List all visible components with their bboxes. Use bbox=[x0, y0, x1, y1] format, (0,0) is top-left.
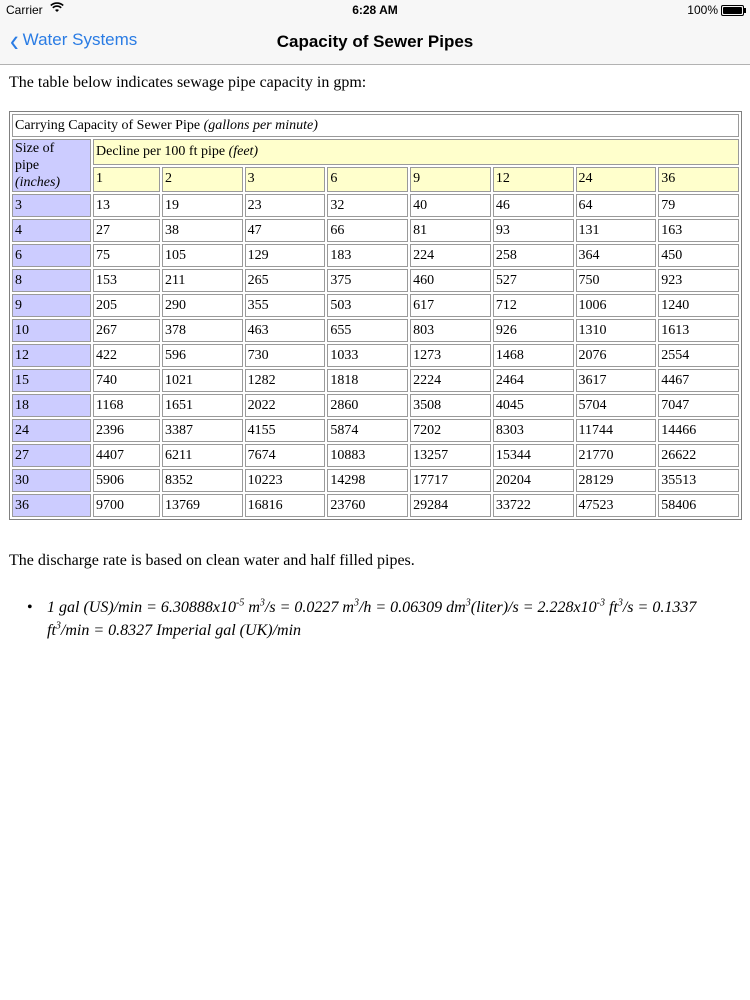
capacity-cell: 265 bbox=[245, 269, 326, 292]
capacity-cell: 17717 bbox=[410, 469, 491, 492]
capacity-cell: 75 bbox=[93, 244, 160, 267]
capacity-cell: 81 bbox=[410, 219, 491, 242]
capacity-cell: 3387 bbox=[162, 419, 243, 442]
capacity-cell: 153 bbox=[93, 269, 160, 292]
capacity-cell: 10223 bbox=[245, 469, 326, 492]
table-row bbox=[12, 219, 739, 242]
capacity-cell: 5704 bbox=[576, 394, 657, 417]
pipe-size-cell: 10 bbox=[12, 319, 91, 342]
capacity-cell: 10883 bbox=[327, 444, 408, 467]
decline-header-cell: 3 bbox=[245, 167, 326, 193]
capacity-cell: 378 bbox=[162, 319, 243, 342]
capacity-cell: 1468 bbox=[493, 344, 574, 367]
table-row bbox=[12, 369, 739, 392]
capacity-cell: 23760 bbox=[327, 494, 408, 517]
capacity-cell: 730 bbox=[245, 344, 326, 367]
capacity-cell: 14466 bbox=[658, 419, 739, 442]
capacity-cell: 460 bbox=[410, 269, 491, 292]
capacity-cell: 375 bbox=[327, 269, 408, 292]
table-caption: Carrying Capacity of Sewer Pipe (gallons per minute) bbox=[12, 114, 739, 137]
capacity-cell: 1282 bbox=[245, 369, 326, 392]
clock: 6:28 AM bbox=[352, 3, 398, 17]
page-title: Capacity of Sewer Pipes bbox=[276, 32, 474, 51]
capacity-cell: 712 bbox=[493, 294, 574, 317]
capacity-cell: 450 bbox=[658, 244, 739, 267]
capacity-cell: 750 bbox=[576, 269, 657, 292]
capacity-cell: 617 bbox=[410, 294, 491, 317]
pipe-size-cell: 12 bbox=[12, 344, 91, 367]
capacity-cell: 33722 bbox=[493, 494, 574, 517]
capacity-cell: 1240 bbox=[658, 294, 739, 317]
capacity-cell: 3617 bbox=[576, 369, 657, 392]
capacity-table bbox=[9, 111, 742, 520]
capacity-cell: 355 bbox=[245, 294, 326, 317]
capacity-cell: 3508 bbox=[410, 394, 491, 417]
capacity-cell: 290 bbox=[162, 294, 243, 317]
decline-header: Decline per 100 ft pipe (feet) bbox=[93, 139, 739, 165]
capacity-cell: 2554 bbox=[658, 344, 739, 367]
capacity-cell: 26622 bbox=[658, 444, 739, 467]
capacity-cell: 79 bbox=[658, 194, 739, 217]
capacity-cell: 1021 bbox=[162, 369, 243, 392]
capacity-cell: 803 bbox=[410, 319, 491, 342]
table-row bbox=[12, 469, 739, 492]
decline-header-cell: 12 bbox=[493, 167, 574, 193]
capacity-cell: 19 bbox=[162, 194, 243, 217]
capacity-cell: 2860 bbox=[327, 394, 408, 417]
intro-text: The table below indicates sewage pipe capacity in gpm: bbox=[9, 74, 367, 91]
table-row bbox=[12, 194, 739, 217]
back-button-label: Water Systems bbox=[22, 30, 138, 49]
decline-header-cell: 24 bbox=[576, 167, 657, 193]
decline-header-cell: 2 bbox=[162, 167, 243, 193]
pipe-size-cell: 4 bbox=[12, 219, 91, 242]
capacity-cell: 105 bbox=[162, 244, 243, 267]
capacity-cell: 46 bbox=[493, 194, 574, 217]
navigation-bar bbox=[0, 20, 750, 64]
capacity-cell: 4407 bbox=[93, 444, 160, 467]
capacity-cell: 9700 bbox=[93, 494, 160, 517]
capacity-cell: 47 bbox=[245, 219, 326, 242]
capacity-cell: 2224 bbox=[410, 369, 491, 392]
capacity-cell: 4045 bbox=[493, 394, 574, 417]
capacity-cell: 1818 bbox=[327, 369, 408, 392]
capacity-cell: 8303 bbox=[493, 419, 574, 442]
capacity-cell: 6211 bbox=[162, 444, 243, 467]
conversion-text: 1 gal $(US)/\min = 6.30888x10^{-5}$ $m^3/s = 0.0227$ $m^3/h = 0.06309$ $dm^3(liter)/s = 2.228x10^{-3}$ $ft^3/s = 0.1337$ $ft^3/\min = 0.8327$ Imperial gal (UK)/min bbox=[47, 597, 697, 639]
pipe-size-cell: 15 bbox=[12, 369, 91, 392]
capacity-cell: 224 bbox=[410, 244, 491, 267]
table-row bbox=[12, 444, 739, 467]
pipe-size-cell: 24 bbox=[12, 419, 91, 442]
capacity-cell: 2022 bbox=[245, 394, 326, 417]
capacity-cell: 422 bbox=[93, 344, 160, 367]
capacity-cell: 2464 bbox=[493, 369, 574, 392]
capacity-cell: 2396 bbox=[93, 419, 160, 442]
capacity-cell: 7674 bbox=[245, 444, 326, 467]
table-row bbox=[12, 494, 739, 517]
pipe-size-cell: 27 bbox=[12, 444, 91, 467]
capacity-cell: 47523 bbox=[576, 494, 657, 517]
capacity-cell: 5906 bbox=[93, 469, 160, 492]
capacity-cell: 463 bbox=[245, 319, 326, 342]
capacity-cell: 16816 bbox=[245, 494, 326, 517]
decline-header-cell: 1 bbox=[93, 167, 160, 193]
decline-values-row bbox=[12, 167, 739, 193]
capacity-cell: 27 bbox=[93, 219, 160, 242]
capacity-cell: 1651 bbox=[162, 394, 243, 417]
capacity-cell: 364 bbox=[576, 244, 657, 267]
table-row bbox=[12, 344, 739, 367]
capacity-cell: 655 bbox=[327, 319, 408, 342]
pipe-size-cell: 36 bbox=[12, 494, 91, 517]
capacity-cell: 13769 bbox=[162, 494, 243, 517]
capacity-cell: 183 bbox=[327, 244, 408, 267]
discharge-note: The discharge rate is based on clean water and half filled pipes. bbox=[9, 552, 415, 569]
bullet-icon: • bbox=[27, 599, 33, 616]
top-bar bbox=[0, 0, 750, 65]
capacity-cell: 1310 bbox=[576, 319, 657, 342]
pipe-size-cell: 30 bbox=[12, 469, 91, 492]
capacity-cell: 1613 bbox=[658, 319, 739, 342]
capacity-cell: 28129 bbox=[576, 469, 657, 492]
capacity-cell: 740 bbox=[93, 369, 160, 392]
chevron-left-icon: ‹ bbox=[10, 22, 19, 58]
pipe-size-cell: 6 bbox=[12, 244, 91, 267]
capacity-cell: 1033 bbox=[327, 344, 408, 367]
capacity-cell: 58406 bbox=[658, 494, 739, 517]
capacity-cell: 129 bbox=[245, 244, 326, 267]
battery-percent: 100% bbox=[687, 3, 718, 17]
capacity-cell: 1168 bbox=[93, 394, 160, 417]
capacity-cell: 5874 bbox=[327, 419, 408, 442]
table-row bbox=[12, 419, 739, 442]
table-row bbox=[12, 294, 739, 317]
carrier-label: Carrier bbox=[6, 3, 43, 17]
capacity-cell: 13257 bbox=[410, 444, 491, 467]
capacity-cell: 527 bbox=[493, 269, 574, 292]
capacity-cell: 40 bbox=[410, 194, 491, 217]
decline-header-cell: 36 bbox=[658, 167, 739, 193]
capacity-cell: 14298 bbox=[327, 469, 408, 492]
capacity-cell: 1006 bbox=[576, 294, 657, 317]
capacity-cell: 163 bbox=[658, 219, 739, 242]
capacity-cell: 20204 bbox=[493, 469, 574, 492]
capacity-cell: 23 bbox=[245, 194, 326, 217]
capacity-cell: 66 bbox=[327, 219, 408, 242]
capacity-cell: 15344 bbox=[493, 444, 574, 467]
capacity-cell: 13 bbox=[93, 194, 160, 217]
capacity-cell: 93 bbox=[493, 219, 574, 242]
pipe-size-cell: 8 bbox=[12, 269, 91, 292]
capacity-cell: 7202 bbox=[410, 419, 491, 442]
capacity-cell: 2076 bbox=[576, 344, 657, 367]
size-column-header: Size of pipe (inches) bbox=[12, 139, 91, 192]
decline-header-cell: 6 bbox=[327, 167, 408, 193]
capacity-cell: 38 bbox=[162, 219, 243, 242]
capacity-cell: 64 bbox=[576, 194, 657, 217]
capacity-cell: 926 bbox=[493, 319, 574, 342]
conversion-list-item bbox=[27, 596, 727, 642]
capacity-cell: 8352 bbox=[162, 469, 243, 492]
decline-header-cell: 9 bbox=[410, 167, 491, 193]
capacity-cell: 35513 bbox=[658, 469, 739, 492]
capacity-cell: 205 bbox=[93, 294, 160, 317]
pipe-size-cell: 9 bbox=[12, 294, 91, 317]
capacity-cell: 4467 bbox=[658, 369, 739, 392]
capacity-cell: 267 bbox=[93, 319, 160, 342]
table-row bbox=[12, 319, 739, 342]
table-row bbox=[12, 244, 739, 267]
table-row bbox=[12, 269, 739, 292]
capacity-cell: 21770 bbox=[576, 444, 657, 467]
capacity-cell: 7047 bbox=[658, 394, 739, 417]
pipe-size-cell: 3 bbox=[12, 194, 91, 217]
capacity-cell: 923 bbox=[658, 269, 739, 292]
capacity-cell: 211 bbox=[162, 269, 243, 292]
capacity-cell: 131 bbox=[576, 219, 657, 242]
status-bar bbox=[0, 0, 750, 20]
capacity-cell: 11744 bbox=[576, 419, 657, 442]
table-row bbox=[12, 394, 739, 417]
capacity-cell: 4155 bbox=[245, 419, 326, 442]
battery-icon bbox=[721, 5, 744, 16]
capacity-cell: 1273 bbox=[410, 344, 491, 367]
capacity-cell: 596 bbox=[162, 344, 243, 367]
capacity-cell: 258 bbox=[493, 244, 574, 267]
capacity-cell: 32 bbox=[327, 194, 408, 217]
capacity-cell: 29284 bbox=[410, 494, 491, 517]
capacity-cell: 503 bbox=[327, 294, 408, 317]
pipe-size-cell: 18 bbox=[12, 394, 91, 417]
